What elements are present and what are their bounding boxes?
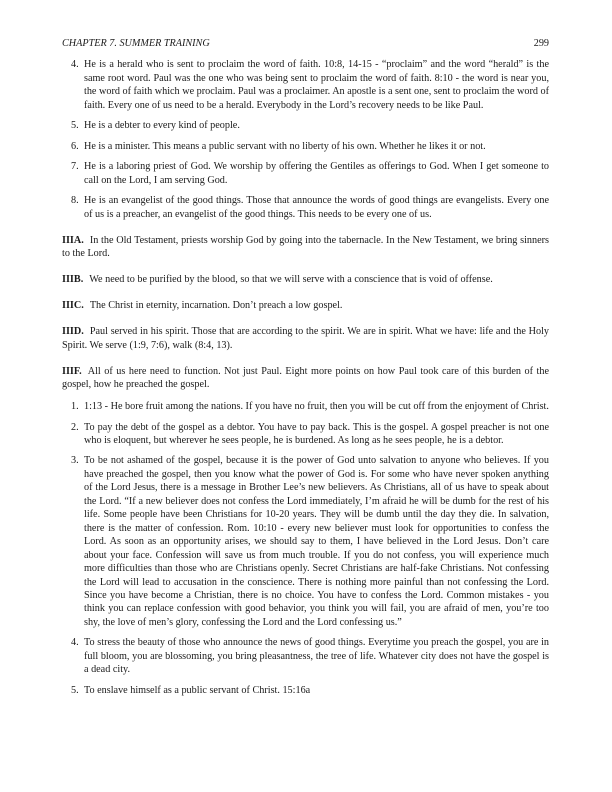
section-iiib xyxy=(62,273,549,286)
item-number: 5. xyxy=(71,684,79,696)
section-label: IIIB. xyxy=(62,274,84,286)
section-label: IIIF. xyxy=(62,365,82,377)
item-text: To stress the beauty of those who announce the news of good things. Everytime you preach the gospel, you are in full bloom, you are blossoming, you bring pleasantness, the tree of life. Whatever city does not have the gospel is a dead city. xyxy=(84,637,549,676)
list-item xyxy=(62,160,549,187)
item-number: 4. xyxy=(71,637,79,649)
section-iiid xyxy=(62,325,549,352)
item-text: He is an evangelist of the good things. Those that announce the words of good things are evangelists. Every one of us is a preacher, an evangelist of the good things. This needs to be every one of us. xyxy=(84,195,549,220)
section-iiif xyxy=(62,365,549,392)
item-text: 1:13 - He bore fruit among the nations. If you have no fruit, then you will be cut off from the enjoyment of Christ. xyxy=(84,401,549,413)
item-number: 8. xyxy=(71,195,79,207)
section-iiic xyxy=(62,299,549,312)
item-number: 2. xyxy=(71,421,79,433)
item-text: To be not ashamed of the gospel, because it is the power of God unto salvation to anyone who believes. If you have preached the gospel, then you know what the power of God is. For some who have never spoken anything of the Lord Jesus, there is a message in Brother Lee’s new believers. As Christians, all of us have to speak about the Lord. “If a new believer does not confess the Lord immediately, I’m afraid he will be dumb for the rest of his life. Some people have been Christians for 10-20 years. They will be dumb until the day they die. In salvation, there is the matter of confession. Rom. 10:10 - every new believer must look for opportunities to confess the Lord. As soon as an opportunity arises, we should say to them, I have believed in the Lord Jesus. Don’t care about your face. Confession will save us from much trouble. If you do not confess, you will experience much more difficulties than those who are Christians openly. Secret Christians are half-fake Christians. Not confessing the Lord will lead to accusation in the conscience. There is nothing more painful than not confessing the Lord. Since you have become a Christian, there is no choice. You have to confess the Lord. Common mistakes - you think you can replace confession with good behavior, you think you will fail, you are afraid of men, you’re too shy, the love of men’s glory, confessing the Lord and the Lord confessing us.” xyxy=(84,455,549,628)
item-text: He is a debter to every kind of people. xyxy=(84,120,240,132)
chapter-title: CHAPTER 7. SUMMER TRAINING xyxy=(62,38,210,49)
list-item xyxy=(62,421,549,448)
item-number: 4. xyxy=(71,59,79,71)
item-number: 3. xyxy=(71,455,79,467)
item-number: 1. xyxy=(71,401,79,413)
section-text: In the Old Testament, priests worship God by going into the tabernacle. In the New Testament, we bring sinners to the Lord. xyxy=(62,234,549,260)
list-gospel-points xyxy=(62,400,549,697)
item-text: He is a minister. This means a public servant with no liberty of his own. Whether he likes it or not. xyxy=(84,140,486,152)
item-text: To enslave himself as a public servant of Christ. 15:16a xyxy=(84,684,311,696)
item-number: 6. xyxy=(71,140,79,152)
list-item xyxy=(62,684,549,697)
item-text: To pay the debt of the gospel as a debtor. You have to pay back. This is the gospel. A gospel preacher is not one who is eloquent, but wherever he sees people, he is burdened. As long as he sees people, he is a debtor. xyxy=(84,421,549,447)
section-text: The Christ in eternity, incarnation. Don’t preach a low gospel. xyxy=(89,300,343,312)
running-header xyxy=(62,37,549,50)
page-number: 299 xyxy=(533,38,549,49)
list-item xyxy=(62,636,549,676)
section-text: All of us here need to function. Not just Paul. Eight more points on how Paul took care of this burden of the gospel, how he preached the gospel. xyxy=(62,365,549,391)
list-item xyxy=(62,119,549,132)
item-number: 5. xyxy=(71,120,79,132)
section-text: We need to be purified by the blood, so that we will serve with a conscience that is void of offense. xyxy=(89,274,493,286)
section-label: IIIC. xyxy=(62,300,84,312)
list-qualifications xyxy=(62,58,549,221)
item-number: 7. xyxy=(71,161,79,173)
section-label: IIIA. xyxy=(62,234,84,246)
list-item xyxy=(62,194,549,221)
section-text: Paul served in his spirit. Those that are according to the spirit. We are in spirit. What we have: life and the Holy Spirit. We serve (1:9, 7:6), walk (8:4, 13). xyxy=(62,326,549,351)
section-iiia xyxy=(62,234,549,261)
list-item xyxy=(62,58,549,112)
document-page xyxy=(62,37,549,704)
item-text: He is a laboring priest of God. We worship by offering the Gentiles as offerings to God. When I get someone to call on the Lord, I am serving God. xyxy=(84,161,549,186)
item-text: He is a herald who is sent to proclaim the word of faith. 10:8, 14-15 - “proclaim” and the word “herald” is the same root word. Paul was the one who was being sent to proclaim the word of faith. 8:10 - the word is near you, the word of faith which we proclaim. Paul was a proclaimer. An apostle is a sent one, sent to proclaim the word of faith. Every one of us need to be a herald. Everybody in the Lord’s recovery needs to be like Paul. xyxy=(84,59,549,111)
list-item xyxy=(62,454,549,629)
section-label: IIID. xyxy=(62,326,84,338)
list-item xyxy=(62,140,549,153)
list-item xyxy=(62,400,549,413)
